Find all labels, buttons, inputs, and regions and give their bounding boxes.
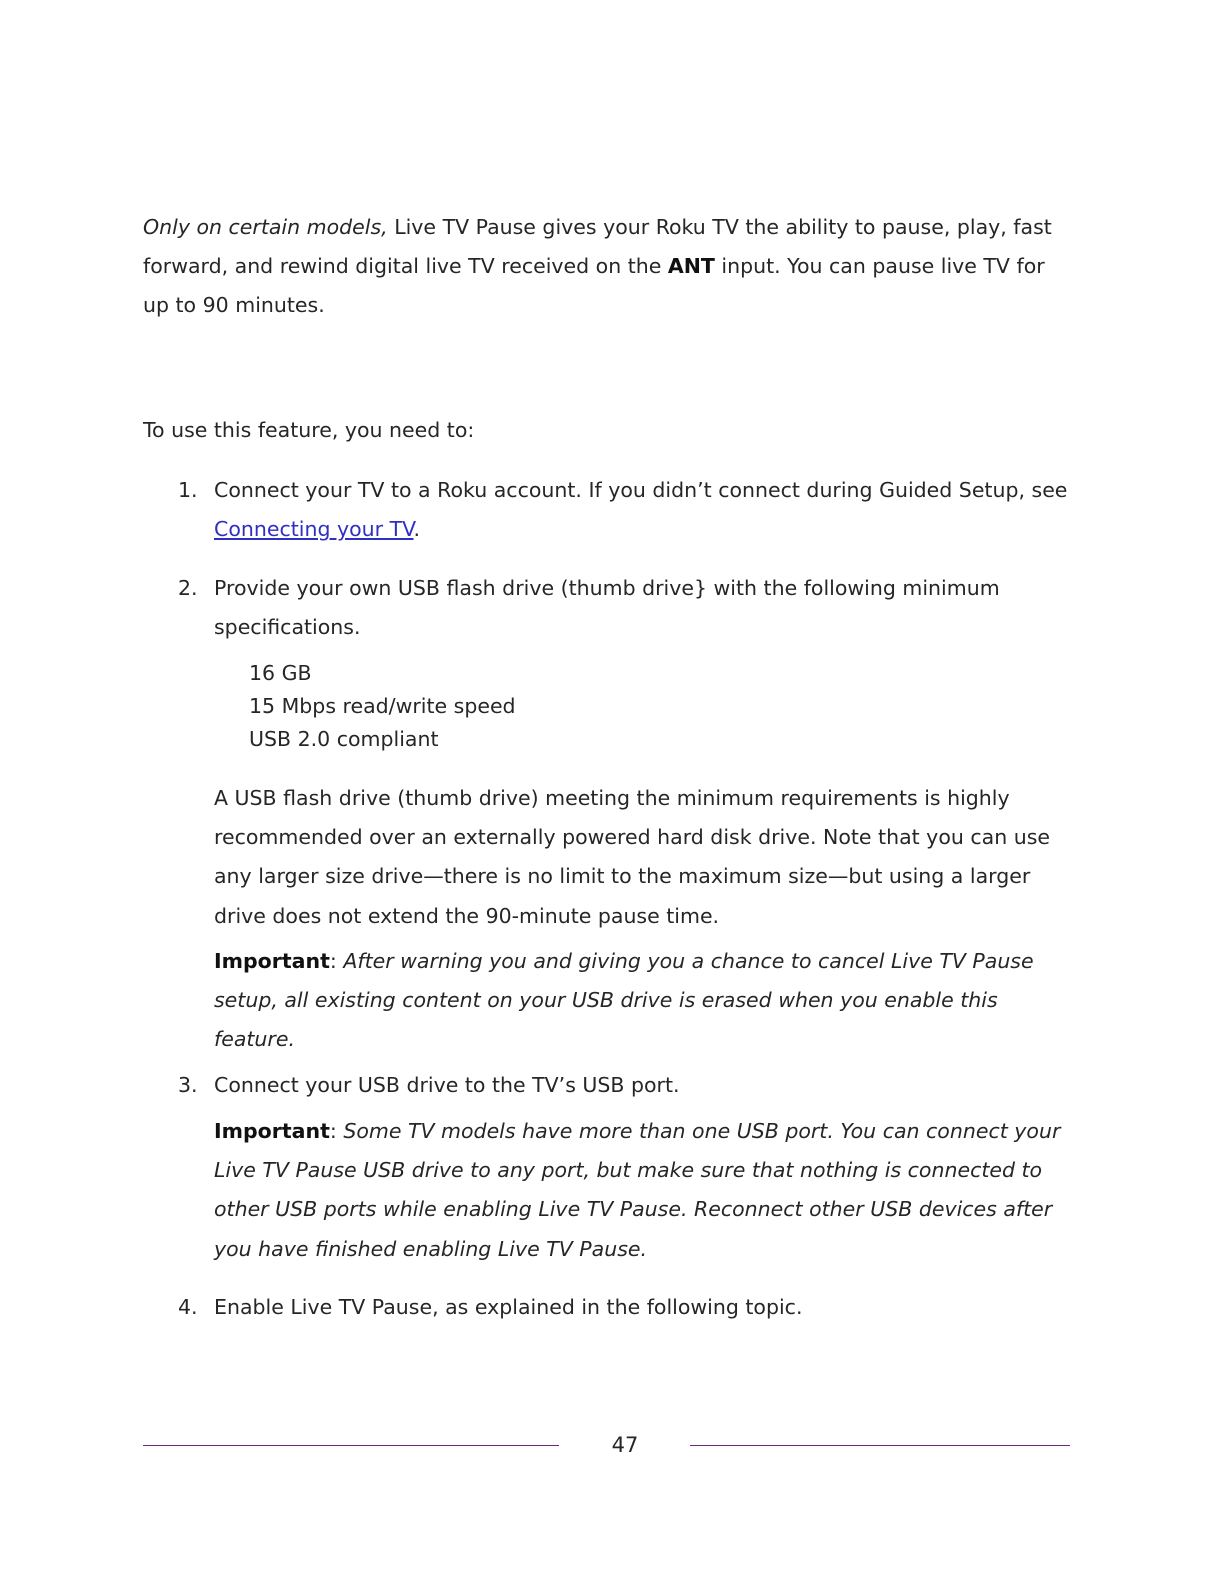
footer-rule-right: [690, 1445, 1070, 1446]
important-label: Important: [214, 949, 330, 973]
intro-bold-input: ANT: [667, 254, 715, 279]
spec-item: 15 Mbps read/write speed: [249, 694, 516, 718]
footer-rule-left: [143, 1445, 559, 1446]
step-2-text: Provide your own USB flash drive (thumb drive} with the following minimum specifications.: [214, 576, 1000, 640]
step-number: 2.: [178, 576, 198, 600]
important-sep: :: [329, 1119, 344, 1143]
intro-text-2: input. You can pause live TV for up to 90 minutes.: [143, 254, 1045, 318]
important-text: Some TV models have more than one USB port. You can connect your Live TV Pause USB drive to any port, but make sure that nothing is connected to other USB ports while enabling Live TV Pause. Reconnect other USB devices after you have finished enabling Live TV Pause.: [214, 1119, 1061, 1261]
step-1-text-end: .: [413, 517, 421, 542]
important-label: Important: [214, 1119, 330, 1143]
step-number: 1.: [178, 478, 198, 502]
intro-italic-prefix: Only on certain models,: [143, 215, 388, 239]
spec-item: USB 2.0 compliant: [249, 727, 439, 751]
intro-text-1: Live TV Pause gives your Roku TV the ability to pause, play, fast forward, and rewind digital live TV received on the: [143, 215, 1052, 279]
important-text: After warning you and giving you a chance to cancel Live TV Pause setup, all existing content on your USB drive is erased when you enable this feature.: [214, 949, 1034, 1052]
important-sep: :: [329, 949, 344, 973]
step-1-text: Connect your TV to a Roku account. If you didn’t connect during Guided Setup, see: [214, 478, 1068, 502]
step-text: [214, 471, 1074, 549]
connecting-your-tv-link[interactable]: Connecting your TV: [214, 517, 414, 542]
step-3-text: Connect your USB drive to the TV’s USB port.: [214, 1073, 680, 1097]
spec-item: 16 GB: [249, 661, 312, 685]
step-4-text: Enable Live TV Pause, as explained in the following topic.: [214, 1295, 803, 1319]
lead-sentence: To use this feature, you need to:: [143, 418, 475, 442]
intro-paragraph: [143, 208, 1073, 326]
step-3-important: [214, 1112, 1074, 1269]
step-number: 3.: [178, 1073, 198, 1097]
step-2-note: A USB flash drive (thumb drive) meeting the minimum requirements is highly recommended over an externally powered hard disk drive. Note that you can use any larger size drive—there is no limit to the maximum size—but using a larger drive does not extend the 90-minute pause time.: [214, 786, 1050, 928]
step-2-important: [214, 942, 1074, 1060]
spec-list: [249, 657, 1049, 756]
step-number: 4.: [178, 1295, 198, 1319]
page-number: 47: [611, 1433, 639, 1457]
